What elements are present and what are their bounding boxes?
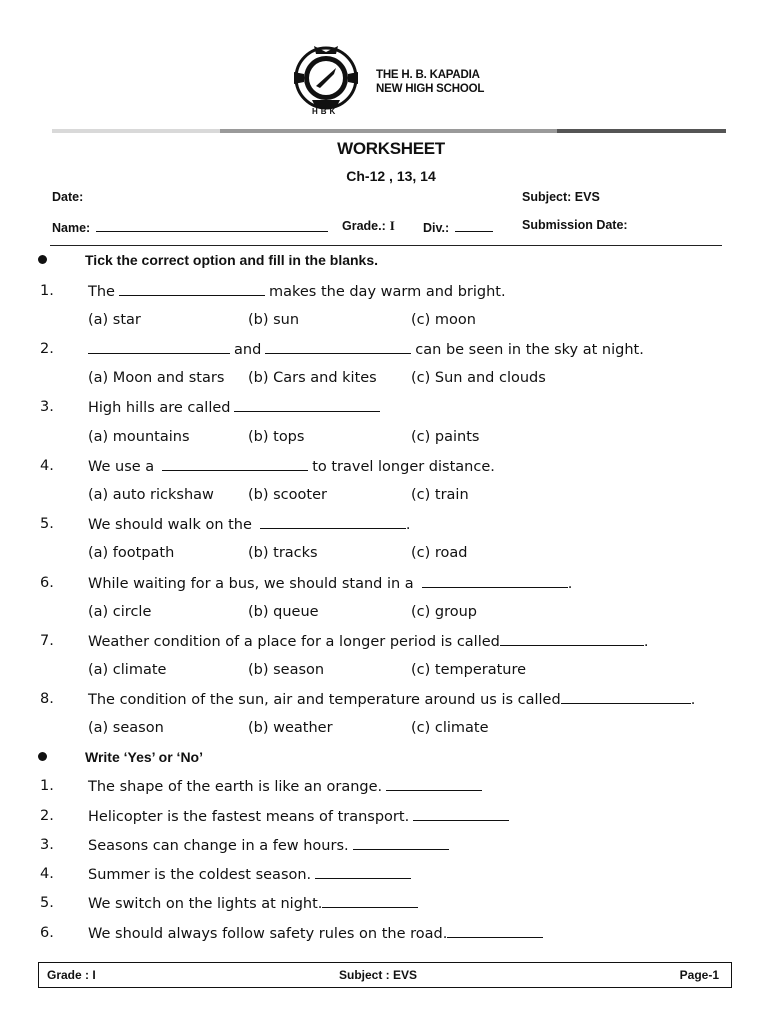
div-field[interactable] bbox=[423, 218, 493, 235]
q8-option-c[interactable]: (c) climate bbox=[411, 720, 489, 736]
q2-option-b[interactable]: (b) Cars and kites bbox=[248, 370, 377, 386]
q8-number: 8. bbox=[40, 691, 54, 707]
footer-grade: Grade : I bbox=[47, 968, 96, 982]
school-logo bbox=[290, 42, 362, 114]
q6-option-c[interactable]: (c) group bbox=[411, 604, 478, 620]
q6-blank[interactable] bbox=[422, 575, 568, 588]
div-label: Div.: bbox=[423, 221, 450, 235]
q3-number: 3. bbox=[40, 399, 54, 415]
yn5-blank[interactable] bbox=[322, 895, 418, 908]
q1-option-c[interactable]: (c) moon bbox=[411, 312, 476, 328]
q5-blank[interactable] bbox=[260, 516, 406, 529]
school-abbr: HBK bbox=[312, 107, 339, 116]
q5-option-a[interactable]: (a) footpath bbox=[88, 545, 175, 561]
grade-label: Grade.: bbox=[342, 219, 386, 233]
q8-text: The condition of the sun, air and temperature around us is called . bbox=[88, 692, 696, 708]
q2-blank-2[interactable] bbox=[265, 341, 411, 354]
yn1-blank[interactable] bbox=[386, 778, 482, 791]
submission-date-label: Submission Date: bbox=[522, 218, 628, 232]
q5-text: We should walk on the . bbox=[88, 517, 411, 533]
q3-blank[interactable] bbox=[234, 399, 380, 412]
bullet-icon bbox=[38, 752, 47, 761]
q1-blank[interactable] bbox=[119, 283, 265, 296]
q4-option-a[interactable]: (a) auto rickshaw bbox=[88, 487, 214, 503]
yn3-number: 3. bbox=[40, 837, 54, 853]
q7-option-b[interactable]: (b) season bbox=[248, 662, 325, 678]
q1-number: 1. bbox=[40, 283, 54, 299]
q3-option-c[interactable]: (c) paints bbox=[411, 429, 480, 445]
yn5-text: We switch on the lights at night. bbox=[88, 895, 422, 912]
q2-option-a[interactable]: (a) Moon and stars bbox=[88, 370, 225, 386]
q6-option-b[interactable]: (b) queue bbox=[248, 604, 319, 620]
yn2-number: 2. bbox=[40, 808, 54, 824]
yn4-text: Summer is the coldest season. bbox=[88, 866, 415, 883]
page-footer bbox=[38, 962, 732, 988]
name-blank[interactable] bbox=[96, 218, 328, 232]
q5-option-b[interactable]: (b) tracks bbox=[248, 545, 318, 561]
q2-text: and can be seen in the sky at night. bbox=[88, 341, 644, 358]
name-label: Name: bbox=[52, 221, 91, 235]
yn2-text: Helicopter is the fastest means of transport. bbox=[88, 808, 513, 825]
q1-text: The makes the day warm and bright. bbox=[88, 284, 506, 300]
q6-number: 6. bbox=[40, 575, 54, 591]
name-field[interactable] bbox=[52, 218, 328, 235]
q4-option-c[interactable]: (c) train bbox=[411, 487, 469, 503]
q1-option-a[interactable]: (a) star bbox=[88, 312, 141, 328]
q8-option-a[interactable]: (a) season bbox=[88, 720, 164, 736]
q3-text: High hills are called bbox=[88, 399, 384, 416]
header-divider-mid bbox=[220, 129, 557, 133]
yn4-number: 4. bbox=[40, 866, 54, 882]
q3-option-a[interactable]: (a) mountains bbox=[88, 429, 190, 445]
q7-blank[interactable] bbox=[500, 633, 644, 646]
grade-field bbox=[342, 218, 395, 234]
footer-page: Page-1 bbox=[679, 968, 719, 982]
q1-option-b[interactable]: (b) sun bbox=[248, 312, 300, 328]
subject-label: Subject: EVS bbox=[522, 190, 600, 204]
yn2-blank[interactable] bbox=[413, 808, 509, 821]
section1-heading: Tick the correct option and fill in the blanks. bbox=[38, 252, 378, 268]
header-divider-light bbox=[52, 129, 220, 133]
q2-blank-1[interactable] bbox=[88, 341, 230, 354]
yn1-text: The shape of the earth is like an orange. bbox=[88, 778, 486, 795]
div-blank[interactable] bbox=[455, 218, 493, 232]
yn1-number: 1. bbox=[40, 778, 54, 794]
q7-option-a[interactable]: (a) climate bbox=[88, 662, 167, 678]
q4-blank[interactable] bbox=[162, 458, 308, 471]
page-title: WORKSHEET bbox=[337, 139, 445, 158]
q8-blank[interactable] bbox=[561, 691, 691, 704]
yn4-blank[interactable] bbox=[315, 866, 411, 879]
yn5-number: 5. bbox=[40, 895, 54, 911]
yn3-text: Seasons can change in a few hours. bbox=[88, 837, 453, 854]
footer-subject: Subject : EVS bbox=[339, 968, 418, 982]
q7-text: Weather condition of a place for a longer period is called . bbox=[88, 634, 649, 650]
section2-heading: Write ‘Yes’ or ‘No’ bbox=[38, 749, 203, 765]
q3-option-b[interactable]: (b) tops bbox=[248, 429, 305, 445]
yn3-blank[interactable] bbox=[353, 837, 449, 850]
yn6-number: 6. bbox=[40, 925, 54, 941]
q6-text: While waiting for a bus, we should stand in a . bbox=[88, 576, 573, 592]
q2-number: 2. bbox=[40, 341, 54, 357]
q4-option-b[interactable]: (b) scooter bbox=[248, 487, 327, 503]
q2-option-c[interactable]: (c) Sun and clouds bbox=[411, 370, 546, 386]
q5-number: 5. bbox=[40, 516, 54, 532]
bullet-icon bbox=[38, 255, 47, 264]
q7-number: 7. bbox=[40, 633, 54, 649]
yn6-text: We should always follow safety rules on the road. bbox=[88, 925, 547, 942]
q4-number: 4. bbox=[40, 458, 54, 474]
chapter-label: Ch-12 , 13, 14 bbox=[346, 168, 436, 184]
grade-value: I bbox=[389, 218, 395, 233]
q6-option-a[interactable]: (a) circle bbox=[88, 604, 152, 620]
q5-option-c[interactable]: (c) road bbox=[411, 545, 468, 561]
q7-option-c[interactable]: (c) temperature bbox=[411, 662, 527, 678]
date-label: Date: bbox=[52, 190, 84, 204]
meta-divider bbox=[50, 245, 722, 246]
q4-text: We use a to travel longer distance. bbox=[88, 459, 495, 475]
header-divider-dark bbox=[557, 129, 726, 133]
q8-option-b[interactable]: (b) weather bbox=[248, 720, 333, 736]
yn6-blank[interactable] bbox=[447, 925, 543, 938]
school-name: THE H. B. KAPADIA NEW HIGH SCHOOL bbox=[376, 69, 485, 95]
